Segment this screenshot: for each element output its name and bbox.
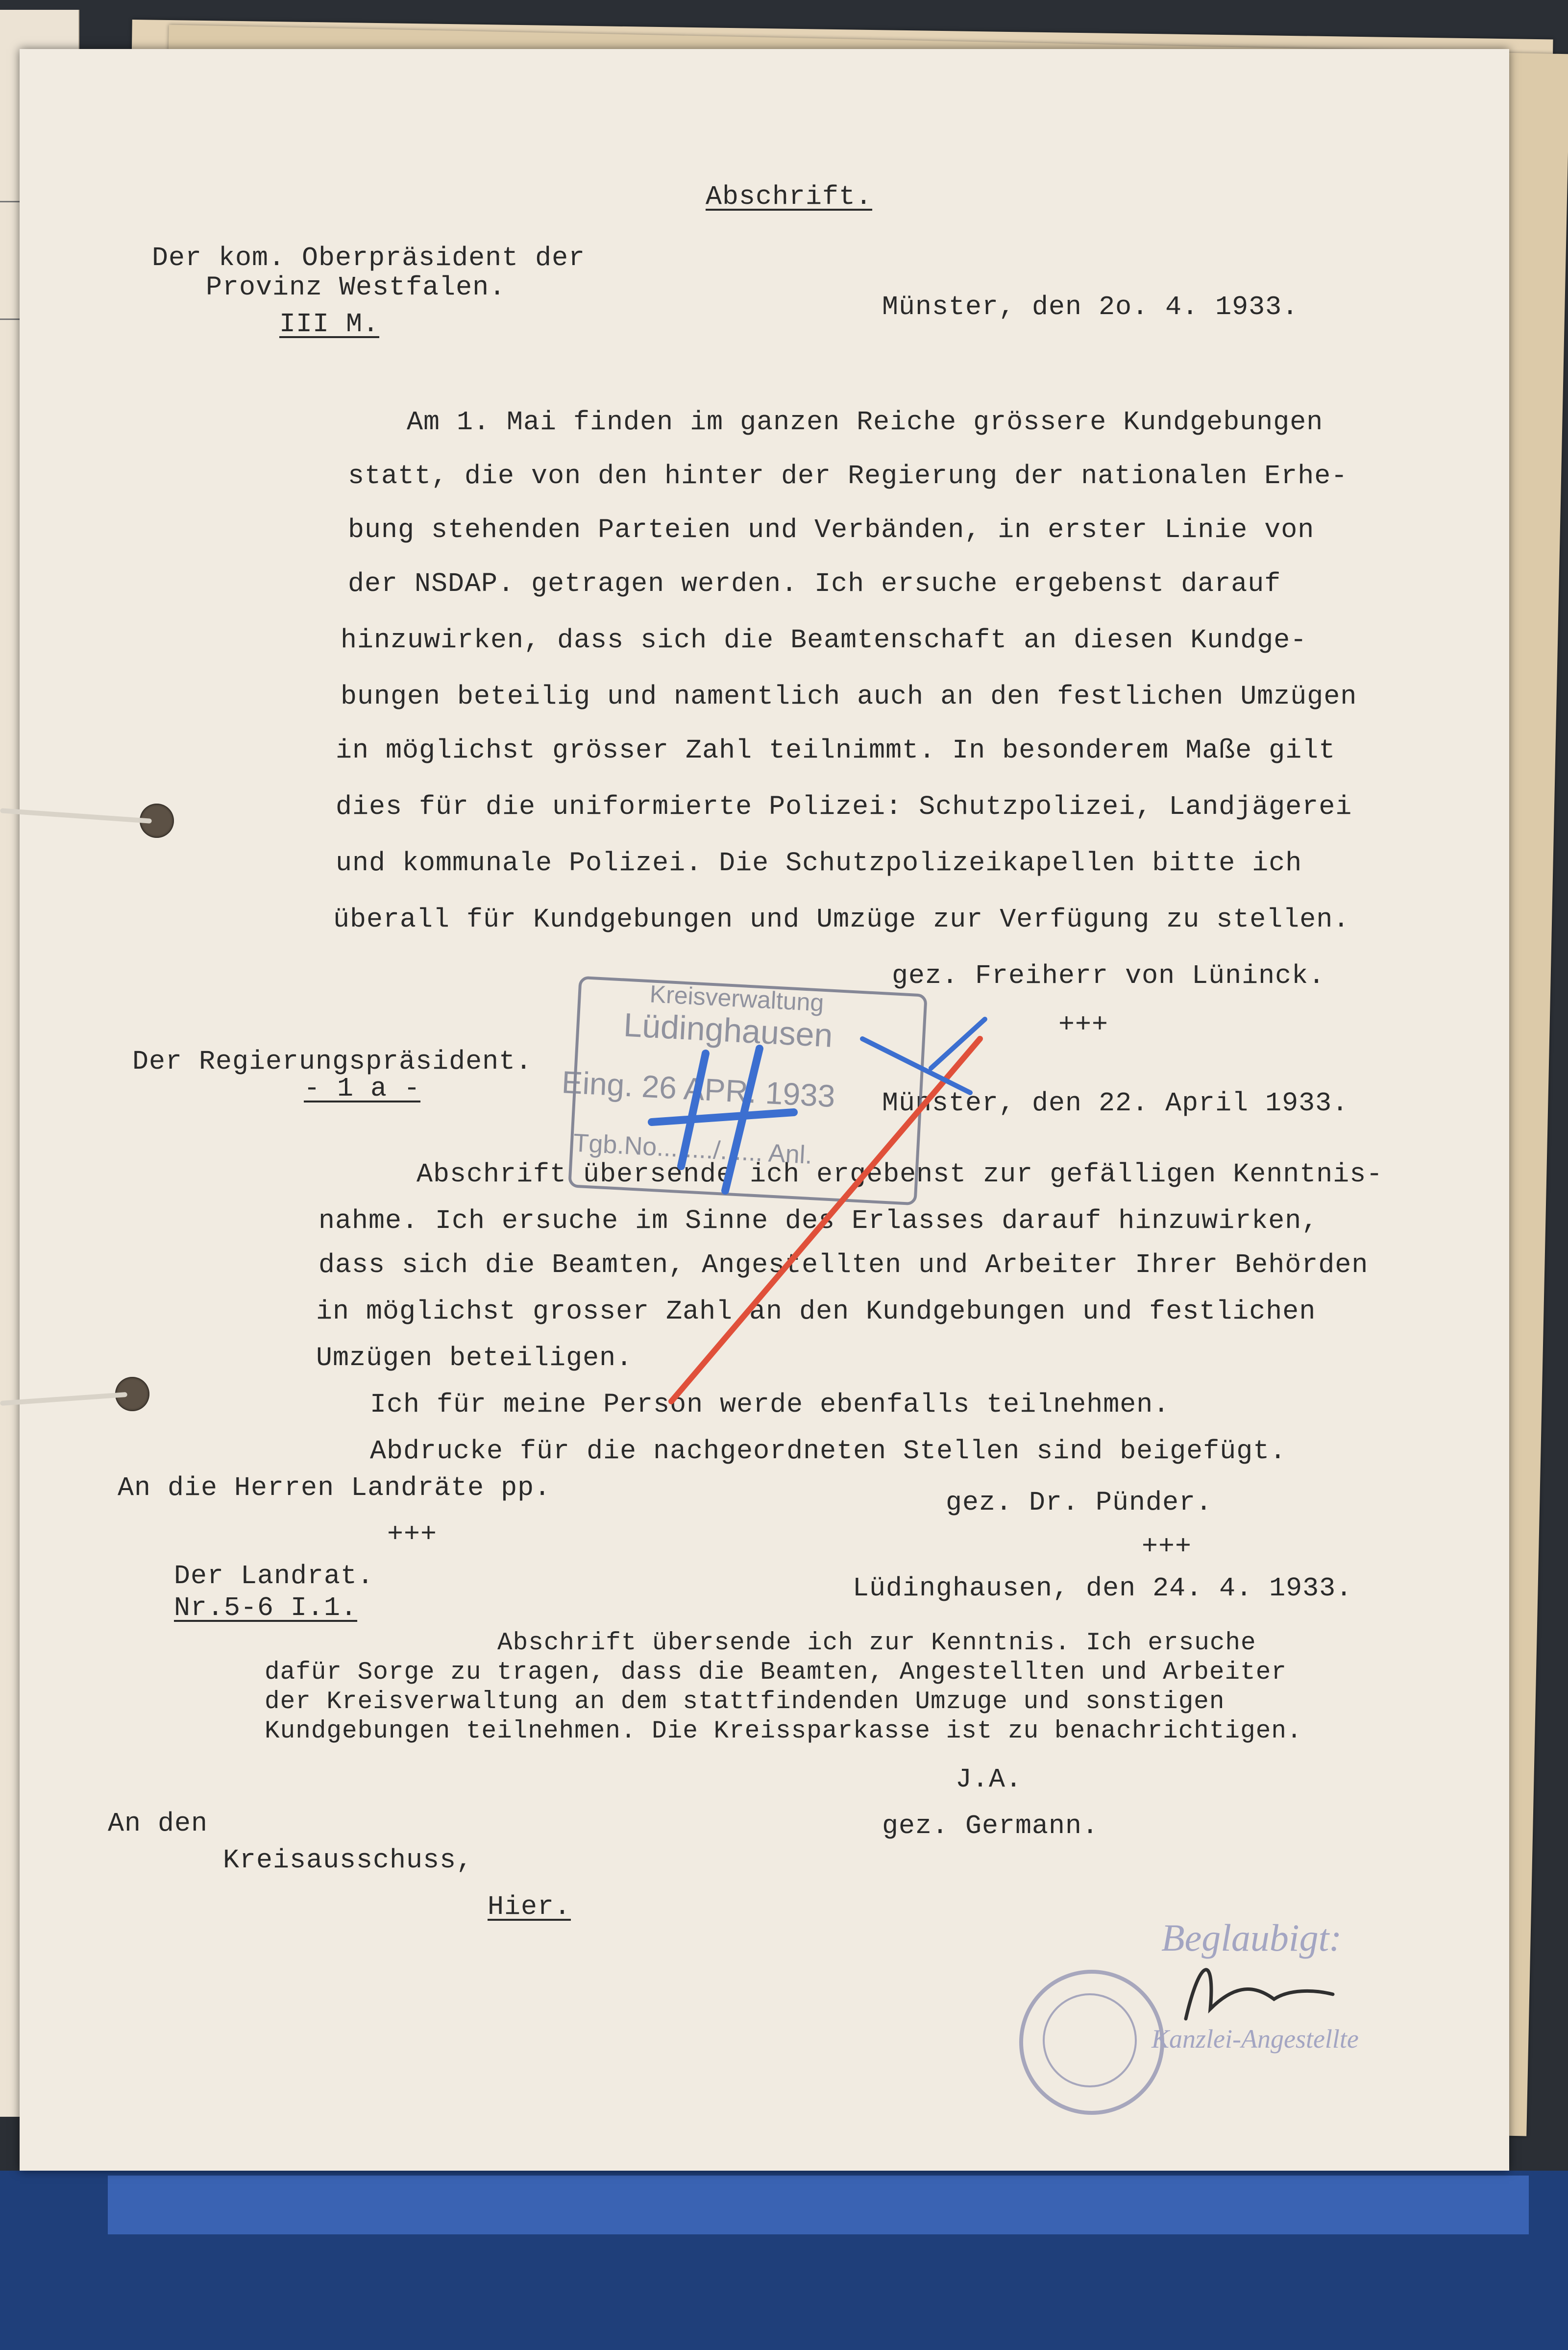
stamp-line-4: Tgb.No......../...... Anl. <box>572 1128 813 1170</box>
ja: J.A. <box>956 1764 1023 1795</box>
address-line-2: Kreisausschuss, <box>223 1845 473 1876</box>
paragraph-line: Umzügen beteiligen. <box>316 1343 633 1373</box>
signature-1: gez. Freiherr von Lüninck. <box>892 960 1325 991</box>
date-3: Lüdinghausen, den 24. 4. 1933. <box>853 1573 1353 1604</box>
paragraph-2b: Ich für meine Person werde ebenfalls teilnehmen. <box>370 1389 1170 1420</box>
address-line-1: An den <box>108 1808 208 1839</box>
address-line-3: Hier. <box>488 1891 571 1922</box>
paragraph-line: Kundgebungen teilnehmen. Die Kreissparkasse ist zu benachrichtigen. <box>265 1717 1302 1745</box>
paragraph-line: Am 1. Mai finden im ganzen Reiche grössere Kundgebungen <box>407 407 1323 438</box>
signature-3: gez. Germann. <box>882 1811 1099 1841</box>
handwritten-signature <box>1186 1970 1333 2019</box>
date-1: Münster, den 2o. 4. 1933. <box>882 292 1299 322</box>
paragraph-line: in möglichst grösser Zahl teilnimmt. In besonderem Maße gilt <box>336 735 1336 766</box>
sender-1-ref: III M. <box>279 309 380 340</box>
sender-2-ref: - 1 a - <box>304 1073 421 1104</box>
sender-3-ref: Nr.5-6 I.1. <box>174 1592 358 1623</box>
sender-2: Der Regierungspräsident. <box>132 1046 533 1077</box>
separator-2b: +++ <box>1142 1531 1192 1562</box>
date-2: Münster, den 22. April 1933. <box>882 1088 1349 1119</box>
sender-1-line-2: Provinz Westfalen. <box>206 272 506 303</box>
red-pencil-stroke <box>671 1039 980 1401</box>
paragraph-line: überall für Kundgebungen und Umzüge zur Verfügung zu stellen. <box>333 904 1350 935</box>
paragraph-line: statt, die von den hinter der Regierung der nationalen Erhe- <box>348 461 1348 491</box>
paragraph-line: bung stehenden Parteien und Verbänden, in erster Linie von <box>348 514 1315 545</box>
stamp-line-3: Eing. 26 APR. 1933 <box>561 1064 836 1114</box>
paragraph-2c: Abdrucke für die nachgeordneten Stellen sind beigefügt. <box>370 1436 1287 1467</box>
certification-title: Kanzlei-Angestellte <box>1152 2024 1359 2054</box>
separator-1: +++ <box>1058 1009 1109 1040</box>
paragraph-line: Abschrift übersende ich zur Kenntnis. Ich ersuche <box>497 1629 1256 1657</box>
separator-2a: +++ <box>387 1519 438 1550</box>
signature-2: gez. Dr. Pünder. <box>946 1487 1213 1518</box>
blue-pencil-mark <box>652 1049 794 1191</box>
paragraph-line: dafür Sorge zu tragen, dass die Beamten, Angestellten und Arbeiter <box>265 1659 1287 1687</box>
recipient-2: An die Herren Landräte pp. <box>118 1472 551 1503</box>
paragraph-line: dass sich die Beamten, Angestellten und Arbeiter Ihrer Behörden <box>318 1249 1369 1280</box>
paragraph-line: der Kreisverwaltung an dem stattfindenden Umzuge und sonstigen <box>265 1688 1225 1716</box>
paragraph-line: nahme. Ich ersuche im Sinne des Erlasses darauf hinzuwirken, <box>318 1205 1319 1236</box>
sender-1-line-1: Der kom. Oberpräsident der <box>152 243 586 273</box>
paragraph-line: Abschrift übersende ich ergebenst zur gefälligen Kenntnis- <box>416 1159 1383 1190</box>
paragraph-line: dies für die uniformierte Polizei: Schutzpolizei, Landjägerei <box>336 791 1352 822</box>
paragraph-line: bungen beteilig und namentlich auch an den festlichen Umzügen <box>341 681 1357 712</box>
paragraph-line: in möglichst grosser Zahl an den Kundgebungen und festlichen <box>316 1296 1316 1327</box>
paragraph-line: und kommunale Polizei. Die Schutzpolizeikapellen bitte ich <box>336 848 1302 879</box>
certification-word: Beglaubigt: <box>1161 1916 1342 1959</box>
heading: Abschrift. <box>706 181 873 212</box>
stamp-line-1: Kreisverwaltung <box>649 980 825 1017</box>
stamp-line-2: Lüdinghausen <box>622 1006 834 1054</box>
paragraph-line: der NSDAP. getragen werden. Ich ersuche ergebenst darauf <box>348 568 1281 599</box>
paragraph-line: hinzuwirken, dass sich die Beamtenschaft an diesen Kundge- <box>341 625 1307 656</box>
sender-3: Der Landrat. <box>174 1561 374 1591</box>
